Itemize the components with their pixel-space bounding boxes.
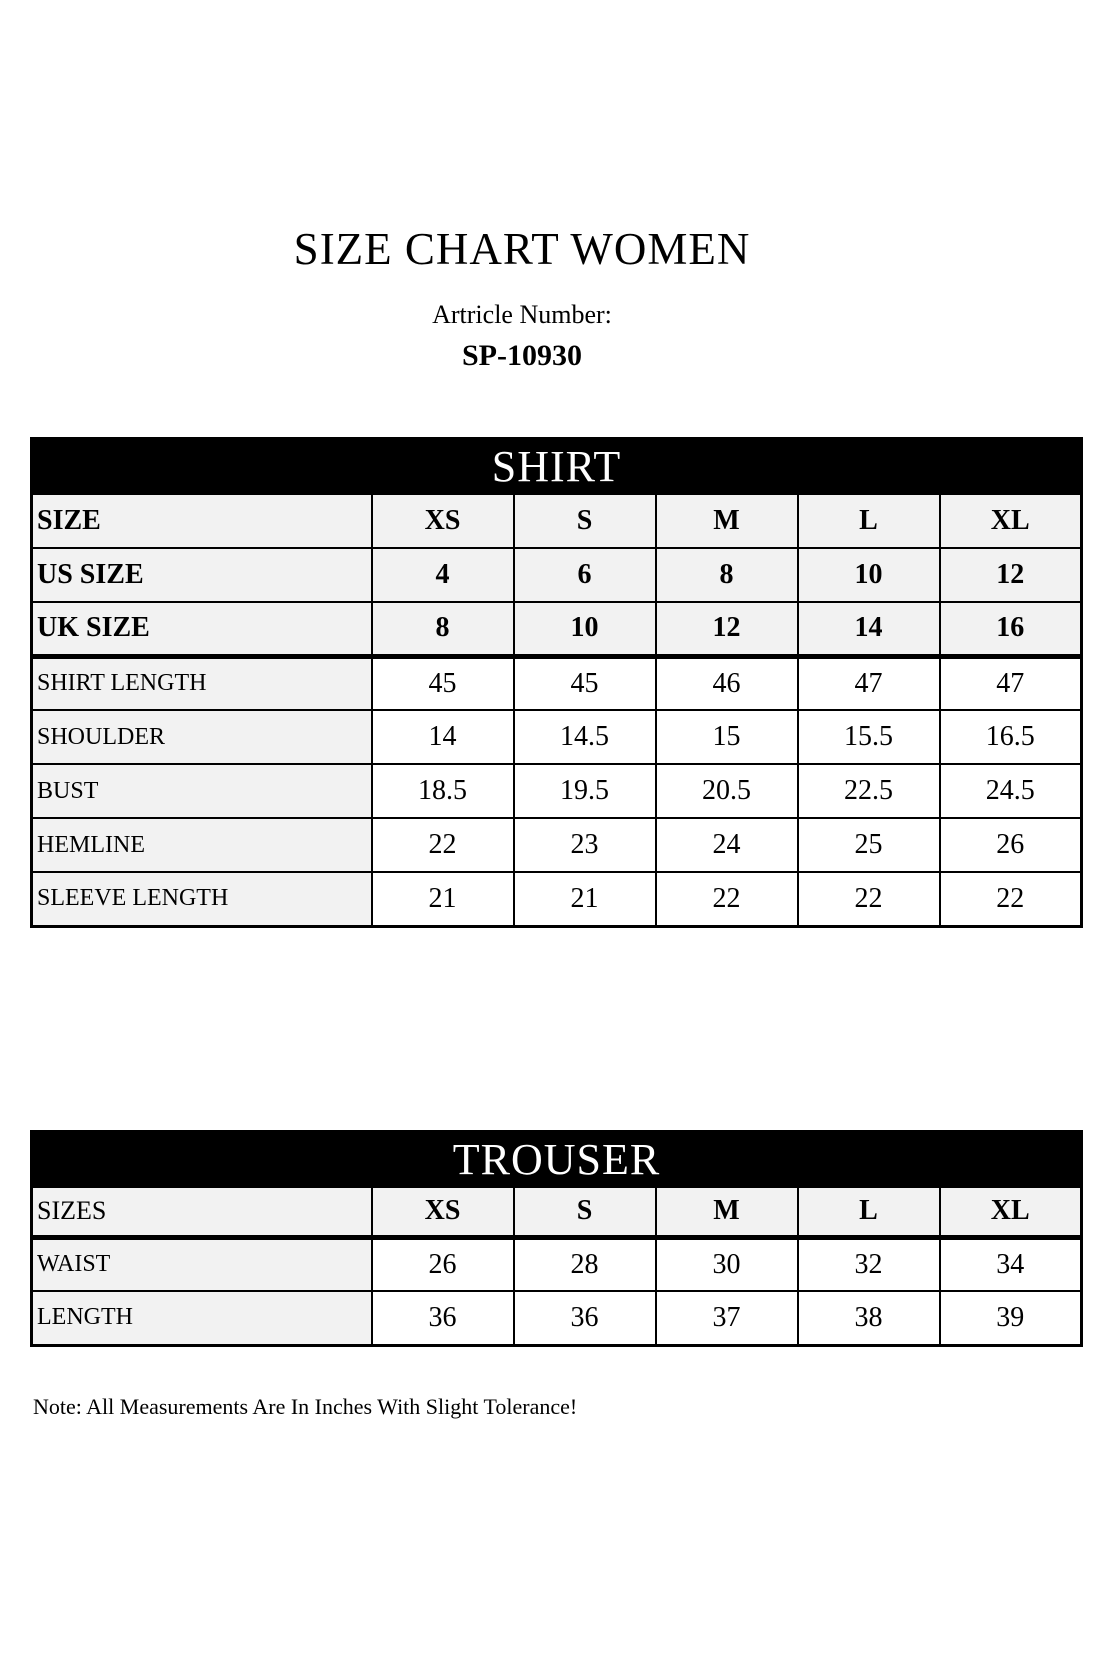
table-row [32, 656, 1082, 710]
measurement-cell: 24 [656, 818, 798, 872]
size-cell: 6 [514, 548, 656, 602]
measurement-cell: 36 [372, 1291, 514, 1345]
measurement-cell: 28 [514, 1237, 656, 1291]
measurement-cell: 23 [514, 818, 656, 872]
measurement-cell: 22 [372, 818, 514, 872]
size-cell: 4 [372, 548, 514, 602]
table-row [32, 602, 1082, 656]
article-number-label: Artricle Number: [432, 299, 612, 329]
trouser-table-title: TROUSER [32, 1132, 1082, 1188]
size-cell: 8 [656, 548, 798, 602]
measurement-cell: 39 [940, 1291, 1082, 1345]
measurement-cell: 25 [798, 818, 940, 872]
size-cell: XL [940, 1187, 1082, 1237]
size-cell: S [514, 1187, 656, 1237]
row-label: UK SIZE [32, 602, 372, 656]
size-cell: S [514, 494, 656, 548]
size-cell: 12 [656, 602, 798, 656]
measurement-cell: 15 [656, 710, 798, 764]
measurement-cell: 15.5 [798, 710, 940, 764]
size-cell: 14 [798, 602, 940, 656]
size-cell: L [798, 494, 940, 548]
measurement-cell: 24.5 [940, 764, 1082, 818]
measurement-cell: 47 [940, 656, 1082, 710]
table-row [32, 872, 1082, 926]
trouser-table [30, 1130, 1083, 1347]
measurement-cell: 30 [656, 1237, 798, 1291]
article-number-value: SP-10930 [462, 339, 582, 373]
table-row [32, 1291, 1082, 1345]
measurement-cell: 22 [798, 872, 940, 926]
row-label: HEMLINE [32, 818, 372, 872]
measurement-cell: 37 [656, 1291, 798, 1345]
measurement-cell: 36 [514, 1291, 656, 1345]
row-label: SHOULDER [32, 710, 372, 764]
row-label: SIZE [32, 494, 372, 548]
size-cell: L [798, 1187, 940, 1237]
size-cell: 16 [940, 602, 1082, 656]
measurement-cell: 18.5 [372, 764, 514, 818]
shirt-table [30, 437, 1083, 928]
measurement-cell: 47 [798, 656, 940, 710]
size-cell: M [656, 494, 798, 548]
table-row [32, 710, 1082, 764]
table-title-row [32, 439, 1082, 495]
title-block [0, 0, 1044, 372]
table-row [32, 1187, 1082, 1237]
measurement-cell: 22.5 [798, 764, 940, 818]
page-title: SIZE CHART WOMEN [293, 224, 751, 274]
table-row [32, 764, 1082, 818]
measurement-cell: 34 [940, 1237, 1082, 1291]
size-cell: 8 [372, 602, 514, 656]
measurement-cell: 46 [656, 656, 798, 710]
size-cell: 12 [940, 548, 1082, 602]
size-cell: 10 [798, 548, 940, 602]
measurement-cell: 22 [656, 872, 798, 926]
shirt-table-title: SHIRT [32, 439, 1082, 495]
size-cell: XL [940, 494, 1082, 548]
size-cell: XS [372, 494, 514, 548]
row-label: SIZES [32, 1187, 372, 1237]
measurement-cell: 20.5 [656, 764, 798, 818]
measurement-cell: 14.5 [514, 710, 656, 764]
row-label: SLEEVE LENGTH [32, 872, 372, 926]
measurement-cell: 22 [940, 872, 1082, 926]
tolerance-note: Note: All Measurements Are In Inches With Slight Tolerance! [33, 1394, 578, 1419]
row-label: US SIZE [32, 548, 372, 602]
table-row [32, 818, 1082, 872]
size-cell: M [656, 1187, 798, 1237]
table-row [32, 1237, 1082, 1291]
measurement-cell: 19.5 [514, 764, 656, 818]
row-label: LENGTH [32, 1291, 372, 1345]
measurement-cell: 26 [372, 1237, 514, 1291]
measurement-cell: 45 [514, 656, 656, 710]
table-row [32, 494, 1082, 548]
shirt-size-table [30, 437, 1083, 928]
size-cell: XS [372, 1187, 514, 1237]
measurement-cell: 26 [940, 818, 1082, 872]
table-title-row [32, 1132, 1082, 1188]
row-label: BUST [32, 764, 372, 818]
measurement-cell: 45 [372, 656, 514, 710]
size-cell: 10 [514, 602, 656, 656]
measurement-cell: 21 [514, 872, 656, 926]
row-label: SHIRT LENGTH [32, 656, 372, 710]
row-label: WAIST [32, 1237, 372, 1291]
measurement-cell: 21 [372, 872, 514, 926]
measurement-cell: 14 [372, 710, 514, 764]
table-row [32, 548, 1082, 602]
trouser-size-table [30, 1130, 1083, 1347]
measurement-cell: 16.5 [940, 710, 1082, 764]
measurement-cell: 38 [798, 1291, 940, 1345]
measurement-cell: 32 [798, 1237, 940, 1291]
